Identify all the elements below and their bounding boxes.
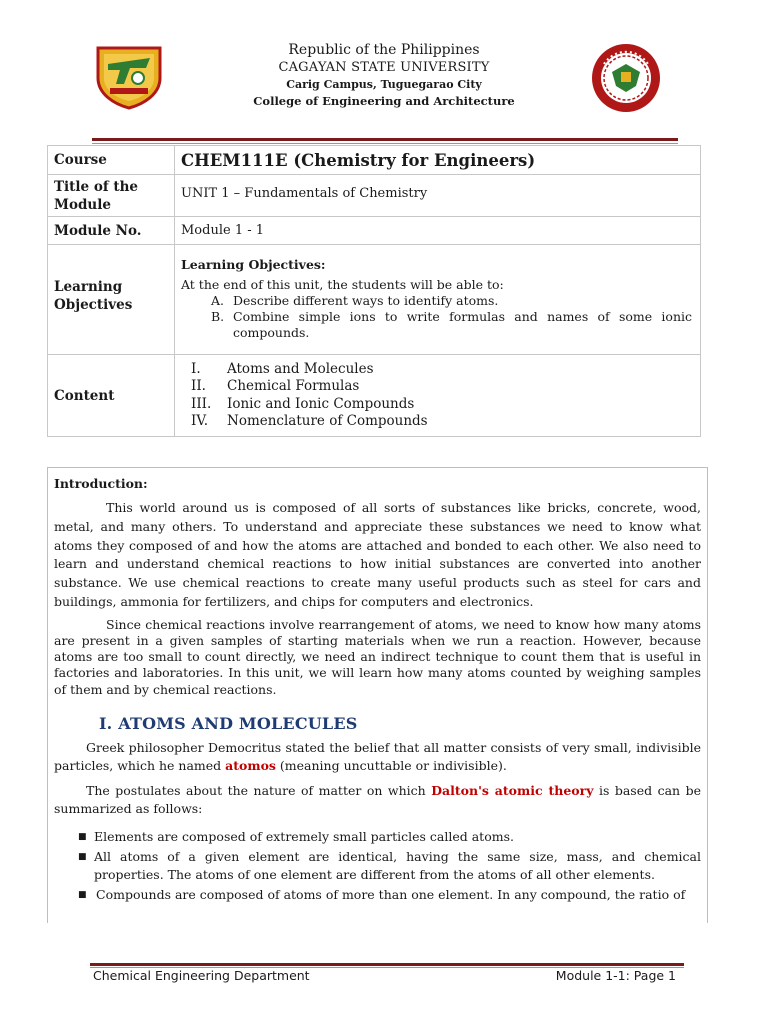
document-header <box>0 42 768 110</box>
header-line-college: College of Engineering and Architecture <box>253 94 515 108</box>
objective-marker: B. <box>211 309 225 324</box>
content-item <box>191 396 694 414</box>
section-heading-atoms: I. ATOMS AND MOLECULES <box>99 713 358 733</box>
content-text: Nomenclature of Compounds <box>227 413 428 429</box>
list-item <box>78 886 701 904</box>
header-line-campus: Carig Campus, Tuguegarao City <box>286 78 482 91</box>
header-divider-gray <box>92 143 678 144</box>
dalton-term: Dalton's atomic theory <box>431 782 594 798</box>
title-value: UNIT 1 – Fundamentals of Chemistry <box>175 175 701 217</box>
bullet-icon: ■ <box>78 831 87 842</box>
section1-paragraph-1 <box>54 739 701 776</box>
dalton-text-end: is based can be summarized as follows: <box>54 782 701 817</box>
content-row <box>48 355 701 437</box>
footer-department: Chemical Engineering Department <box>93 968 310 983</box>
content-marker: II. <box>191 378 206 394</box>
intro-paragraph-1: This world around us is composed of all sorts of substances like bricks, concrete, wood, metal, and many others. To understand and appreciate these substances we need to know what atoms they composed of and how the atoms are attached and bonded to each other. We also need to learn and understand chemical reactions to how initial substances are converted into another substance. We use chemical reactions to create many useful products such as steel for cars and buildings, ammonia for fertilizers, and chips for computers and electronics. <box>54 500 701 609</box>
postulate-text: Compounds are composed of atoms of more than one element. In any compound, the ratio of <box>96 886 686 902</box>
content-item <box>191 361 694 379</box>
content-item <box>191 378 694 396</box>
bullet-icon: ■ <box>78 889 87 900</box>
content-marker: IV. <box>191 413 209 429</box>
footer-divider-red <box>90 963 684 966</box>
democritus-text-end: (meaning uncuttable or indivisible). <box>275 758 507 774</box>
bullet-icon: ■ <box>78 851 87 862</box>
content-text: Ionic and Ionic Compounds <box>227 395 415 412</box>
section1-paragraph-2 <box>54 782 701 819</box>
module-value: Module 1 - 1 <box>175 217 701 245</box>
content-text: Atoms and Molecules <box>227 360 374 377</box>
objectives-label: Learning Objectives <box>48 245 175 355</box>
intro-content <box>48 468 707 904</box>
atomos-term: atomos <box>225 758 276 774</box>
objectives-row <box>48 245 701 355</box>
objective-marker: A. <box>211 293 225 308</box>
content-text: Chemical Formulas <box>227 378 360 394</box>
objective-item-a <box>181 293 692 309</box>
list-item <box>78 828 701 846</box>
list-item <box>78 848 701 884</box>
postulate-text: Elements are composed of extremely small particles called atoms. <box>94 828 514 844</box>
content-marker: I. <box>191 360 201 377</box>
introduction-box <box>47 467 708 923</box>
header-line-university: CAGAYAN STATE UNIVERSITY <box>278 60 490 75</box>
objectives-intro: At the end of this unit, the students will be able to: <box>181 277 504 292</box>
intro-heading: Introduction: <box>54 476 148 491</box>
course-label: Course <box>48 146 175 175</box>
module-label: Module No. <box>48 217 175 245</box>
title-row <box>48 175 701 217</box>
content-label: Content <box>48 355 175 437</box>
postulate-text: All atoms of a given element are identical, having the same size, mass, and chemical properties. The atoms of one element are different from the atoms of all other elements. <box>94 848 701 882</box>
objective-item-b <box>181 309 692 341</box>
header-divider-red <box>92 138 678 141</box>
objective-text: Combine simple ions to write formulas and names of some ionic compounds. <box>233 309 692 340</box>
intro-paragraph-2: Since chemical reactions involve rearrangement of atoms, we need to know how many atoms are present in a given samples of starting materials when we run a reaction. However, because atoms are too small to count directly, we need an indirect technique to count them that is useful in factories and laboratories. In this unit, we will learn how many atoms counted by weighing samples of them and by chemical reactions. <box>54 616 701 697</box>
course-row <box>48 146 701 175</box>
objective-text: Describe different ways to identify atoms. <box>233 293 499 308</box>
header-line-republic: Republic of the Philippines <box>288 42 480 58</box>
course-value: CHEM111E (Chemistry for Engineers) <box>175 146 701 175</box>
dalton-text: The postulates about the nature of matter on which <box>86 782 432 798</box>
title-label: Title of the Module <box>48 175 175 217</box>
content-item <box>191 413 694 431</box>
content-marker: III. <box>191 395 212 412</box>
module-row <box>48 217 701 245</box>
module-info-table <box>47 145 701 437</box>
content-cell <box>175 355 701 437</box>
footer-page-number: Module 1-1: Page 1 <box>555 968 676 983</box>
objectives-heading: Learning Objectives: <box>181 257 326 272</box>
dalton-postulates-list <box>54 828 701 904</box>
democritus-text: Greek philosopher Democritus stated the belief that all matter consists of very small, indivisible particles, which he named <box>54 739 701 774</box>
objectives-cell <box>175 245 701 355</box>
